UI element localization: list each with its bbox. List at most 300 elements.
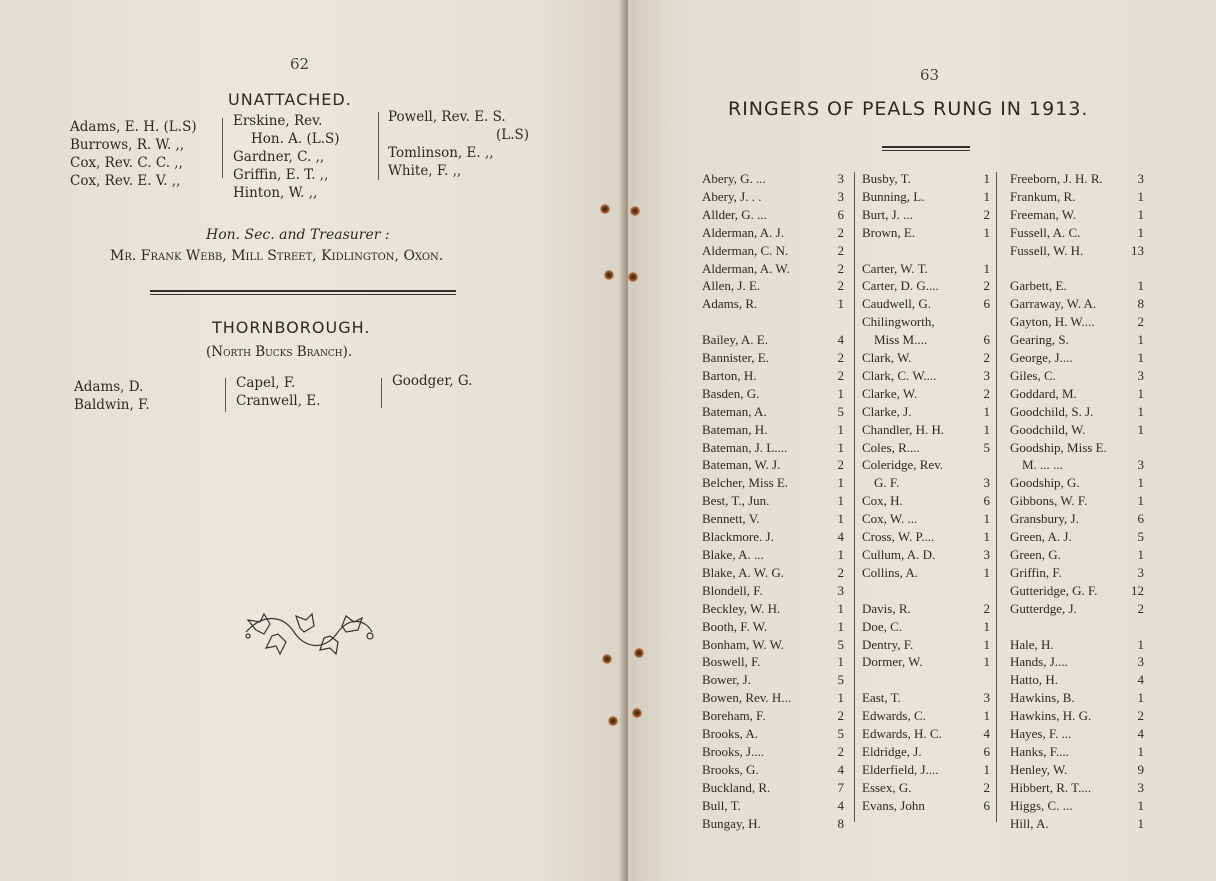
ringer-name: East, T. [862,690,901,706]
ringer-name: Dormer, W. [862,654,923,670]
peal-count: 1 [983,171,990,186]
ringer-name: Cullum, A. D. [862,547,936,563]
ringer-entry [862,636,990,654]
column-divider [378,112,379,180]
ringer-name: Hawkins, B. [1010,690,1075,706]
ringer-entry [702,242,844,260]
ringer-entry [702,743,844,761]
ringer-entry [702,618,844,636]
ringer-entry [862,761,990,779]
peal-count: 7 [837,779,844,795]
ringer-entry [1010,206,1144,224]
ringer-name: Coleridge, Rev. [862,457,944,473]
ringer-entry [1010,385,1144,403]
peal-count: 1 [837,475,844,491]
ringer-entry [862,260,990,278]
ringer-entry [1010,492,1144,510]
member-name: Burrows, R. W. ,, [70,137,185,153]
peal-count: 2 [837,708,844,724]
peal-count: 6 [983,743,990,759]
ringer-name: Hawkins, H. G. [1010,708,1092,724]
peal-count: 1 [837,439,844,455]
ringer-name: Hill, A. [1010,815,1049,831]
ringer-entry [862,474,990,492]
ringer-name: Basden, G. [702,385,760,401]
ringer-name: Bennett, V. [702,511,760,527]
ringer-entry [862,707,990,725]
ringer-name: Bateman, W. J. [702,457,781,473]
ringer-entry [702,725,844,743]
peal-count: 1 [837,296,844,312]
ringer-entry [702,295,844,313]
secretary-name: Mr. Frank Webb, Mill Street, Kidlington, Oxon. [110,248,444,264]
peal-count: 5 [837,636,844,652]
ringer-name: Carter, W. T. [862,260,928,276]
peal-count: 1 [1137,815,1144,831]
ringer-name: Adams, R. [702,296,758,312]
peal-count: 1 [1137,421,1144,437]
peal-count: 6 [1137,511,1144,527]
ringer-name: Bonham, W. W. [702,636,784,652]
peal-count: 3 [837,188,844,204]
ringer-name: Barton, H. [702,367,757,383]
peal-count: 1 [983,654,990,670]
column-divider [225,378,226,412]
peal-count: 3 [1137,457,1144,473]
ringer-entry [862,277,990,295]
unattached-col2 [233,112,340,202]
ringer-name: Elderfield, J.... [862,761,939,777]
section-gap [862,242,990,260]
ringer-name: Edwards, C. [862,708,926,724]
member-name: Hon. A. (L.S) [251,131,340,147]
ringer-entry [1010,188,1144,206]
ringer-name: Clark, C. W.... [862,367,937,383]
ringer-entry [862,564,990,582]
peal-count [986,313,990,331]
ringer-name: Edwards, H. C. [862,726,942,742]
column-divider [381,378,382,408]
ringer-name: G. F. [874,475,900,491]
peal-count: 1 [837,618,844,634]
peal-count: 2 [837,564,844,580]
ringer-entry [1010,331,1144,349]
section-gap [1010,618,1144,636]
ringer-entry [862,725,990,743]
ringer-name: Gransbury, J. [1010,511,1079,527]
page-title: RINGERS OF PEALS RUNG IN 1913. [728,98,1089,120]
double-rule [150,290,456,295]
ringer-name: Bull, T. [702,797,741,813]
peal-count: 9 [1137,761,1144,777]
ringer-name: Chandler, H. H. [862,421,945,437]
ringer-entry [702,779,844,797]
ringer-entry [862,421,990,439]
peal-count: 4 [983,726,990,742]
ringer-entry [702,206,844,224]
member-name: (L.S) [496,127,530,143]
peal-count: 1 [1137,475,1144,491]
peal-count: 1 [983,224,990,240]
member-name: Hinton, W. ,, [233,185,318,201]
ringer-entry [1010,456,1144,474]
peal-count: 1 [983,511,990,527]
ringer-entry [702,367,844,385]
unattached-heading: UNATTACHED. [228,90,352,109]
ringer-name: Best, T., Jun. [702,493,770,509]
ringer-name: Alderman, C. N. [702,242,789,258]
ringer-entry [702,815,844,833]
ringer-name: George, J.... [1010,350,1073,366]
peal-count: 1 [837,385,844,401]
peal-count: 3 [1137,367,1144,383]
ringer-name: Hanks, F.... [1010,743,1069,759]
ringer-entry [862,456,990,474]
ringer-entry [702,331,844,349]
ringer-entry [702,421,844,439]
peal-count: 5 [837,403,844,419]
ringer-entry [702,224,844,242]
member-name: Goodger, G. [392,373,473,389]
peal-count: 5 [837,726,844,742]
ringer-entry [862,224,990,242]
ringer-entry [862,653,990,671]
secretary-label: Hon. Sec. and Treasurer : [206,227,390,243]
staple-hole [600,204,610,214]
ringer-name: Abery, J. . . [702,188,762,204]
ringer-entry [1010,510,1144,528]
ringer-entry [862,170,990,188]
page-number: 62 [290,55,310,73]
member-name: Erskine, Rev. [233,113,323,129]
ringer-entry [862,797,990,815]
ringer-entry [1010,546,1144,564]
ringer-name: Boswell, F. [702,654,761,670]
ringer-name: Green, G. [1010,547,1061,563]
ringer-entry [702,492,844,510]
peal-count: 1 [837,654,844,670]
ringer-name: Griffin, F. [1010,564,1062,580]
member-name: Adams, D. [74,379,144,395]
floral-ornament [242,610,378,656]
ringer-entry [1010,707,1144,725]
peal-count: 8 [1137,296,1144,312]
ringer-name: Green, A. J. [1010,529,1072,545]
peal-count: 2 [837,457,844,473]
ringer-entry [1010,528,1144,546]
peal-count: 1 [1137,332,1144,348]
ringer-name: Goodship, Miss E. [1010,439,1107,455]
ringer-entry [702,671,844,689]
ringer-name: Bunning, L. [862,188,925,204]
ringer-name: Bowen, Rev. H... [702,690,792,706]
peal-count: 1 [837,600,844,616]
ringer-name: Buckland, R. [702,779,771,795]
ringer-entry [702,277,844,295]
ringer-entry [1010,761,1144,779]
peal-count: 5 [1137,529,1144,545]
column-divider [222,118,223,178]
ringer-entry [1010,815,1144,833]
peal-count: 2 [983,278,990,294]
peal-count: 2 [983,600,990,616]
ringer-name: Bateman, J. L.... [702,439,788,455]
peal-count: 1 [983,618,990,634]
peal-count: 1 [1137,690,1144,706]
ringer-name: Belcher, Miss E. [702,475,789,491]
ringer-name: Booth, F. W. [702,618,768,634]
ringer-name: Goddard, M. [1010,385,1077,401]
ringer-name: Gayton, H. W.... [1010,314,1095,330]
ringer-entry [702,188,844,206]
right-page [628,0,1216,881]
unattached-col3 [388,108,529,180]
ringer-entry [862,367,990,385]
ringer-name: Blondell, F. [702,582,763,598]
ringer-name: Abery, G. ... [702,171,766,186]
peal-count: 1 [837,421,844,437]
ringer-name: Gutterdge, J. [1010,600,1077,616]
thornborough-heading: THORNBOROUGH. [212,318,371,337]
peal-count: 6 [983,797,990,813]
ringer-entry [1010,671,1144,689]
member-name: Gardner, C. ,, [233,149,325,165]
ringer-entry [702,510,844,528]
staple-hole [632,708,642,718]
peal-count: 1 [983,403,990,419]
ringer-entry [1010,600,1144,618]
member-name: Cranwell, E. [236,393,321,409]
page-number: 63 [920,66,940,84]
peal-count: 1 [1137,493,1144,509]
ringer-name: Higgs, C. ... [1010,797,1073,813]
ringer-name: Burt, J. ... [862,206,913,222]
ringer-name: Evans, John [862,797,925,813]
ringer-name: Blake, A. W. G. [702,564,784,580]
ringer-entry [1010,797,1144,815]
ringer-name: Collins, A. [862,564,918,580]
ringer-entry [1010,421,1144,439]
peal-count: 4 [837,797,844,813]
peal-count: 1 [983,421,990,437]
ringer-entry [1010,313,1144,331]
ringer-name: Bateman, H. [702,421,768,437]
ringer-entry [862,528,990,546]
peal-count: 2 [1137,708,1144,724]
peal-count: 2 [837,224,844,240]
peal-count: 3 [983,475,990,491]
peal-count: 1 [837,511,844,527]
ringer-name: Alderman, A. W. [702,260,790,276]
ringer-name: Blake, A. ... [702,547,764,563]
ringer-entry [1010,725,1144,743]
peal-count: 2 [983,385,990,401]
peal-count: 1 [1137,278,1144,294]
thornborough-col3 [392,372,472,390]
ringer-name: Cross, W. P.... [862,529,935,545]
peal-count: 3 [1137,654,1144,670]
peal-count: 1 [983,260,990,276]
peal-count: 5 [983,439,990,455]
ringer-name: Hale, H. [1010,636,1054,652]
ringer-name: Hayes, F. ... [1010,726,1072,742]
member-name: Cox, Rev. E. V. ,, [70,173,181,189]
ringer-name: Brooks, G. [702,761,759,777]
ringer-name: Hands, J.... [1010,654,1068,670]
ringer-entry [702,170,844,188]
ringer-name: Garraway, W. A. [1010,296,1097,312]
ringer-name: Cox, W. ... [862,511,918,527]
peal-count: 1 [837,690,844,706]
ringer-entry [702,439,844,457]
peal-count: 2 [837,260,844,276]
peal-count: 1 [1137,403,1144,419]
peal-count: 2 [983,779,990,795]
ringer-name: Coles, R.... [862,439,920,455]
ringer-entry [862,439,990,457]
peal-count: 2 [1137,314,1144,330]
ringer-name: Fussell, W. H. [1010,242,1084,258]
ringer-name: Davis, R. [862,600,911,616]
ringer-name: Gearing, S. [1010,332,1069,348]
ringers-column-3 [1010,170,1144,833]
peal-count: 6 [983,296,990,312]
ringer-name: Clarke, W. [862,385,918,401]
ringer-name: Dentry, F. [862,636,914,652]
ringer-name: Garbett, E. [1010,278,1067,294]
peal-count: 1 [1137,206,1144,222]
ringer-name: Doe, C. [862,618,903,634]
peal-count: 3 [983,547,990,563]
peal-count: 2 [837,743,844,759]
ringer-entry [862,403,990,421]
ringer-entry [862,295,990,313]
peal-count: 2 [837,278,844,294]
ringer-entry [1010,224,1144,242]
ringer-entry [702,564,844,582]
ringer-entry [702,349,844,367]
ringer-entry [1010,170,1144,188]
ringer-entry [1010,779,1144,797]
ringer-entry [1010,474,1144,492]
ringer-entry [702,260,844,278]
peal-count: 1 [1137,188,1144,204]
ringer-name: Brooks, A. [702,726,758,742]
ringer-entry [702,546,844,564]
peal-count: 3 [837,582,844,598]
peal-count: 4 [1137,672,1144,688]
ringer-name: Goodship, G. [1010,475,1080,491]
ringer-name: Clarke, J. [862,403,912,419]
section-gap [1010,260,1144,278]
ringer-entry [1010,582,1144,600]
peal-count: 1 [983,636,990,652]
member-name: Cox, Rev. C. C. ,, [70,155,183,171]
ringer-name: Goodchild, W. [1010,421,1086,437]
peal-count: 1 [1137,797,1144,813]
member-name: Adams, E. H. (L.S) [70,119,197,135]
peal-count: 6 [983,332,990,348]
peal-count: 1 [983,564,990,580]
ringers-column-2 [862,170,990,815]
peal-count: 2 [983,350,990,366]
ringer-name: Bailey, A. E. [702,332,768,348]
member-name: Baldwin, F. [74,397,150,413]
peal-count: 1 [1137,385,1144,401]
ringer-name: Bannister, E. [702,350,769,366]
thornborough-subtitle: (North Bucks Branch). [206,344,353,360]
ringer-name: Alderman, A. J. [702,224,784,240]
peal-count: 1 [983,761,990,777]
peal-count [1140,439,1144,457]
ringer-entry [702,456,844,474]
peal-count: 5 [837,672,844,688]
ringer-name: Beckley, W. H. [702,600,781,616]
peal-count: 3 [1137,779,1144,795]
ringer-name: Miss M.... [874,332,928,348]
ringer-entry [702,600,844,618]
ringer-entry [702,474,844,492]
ringer-entry [862,546,990,564]
ringer-name: Freeborn, J. H. R. [1010,171,1103,186]
ringer-entry [1010,242,1144,260]
ringer-entry [1010,349,1144,367]
member-name: White, F. ,, [388,163,462,179]
ringer-name: Caudwell, G. [862,296,931,312]
ringer-entry [702,797,844,815]
peal-count: 2 [983,206,990,222]
ringer-name: Eldridge, J. [862,743,922,759]
ringer-name: Blackmore. J. [702,529,774,545]
ringer-entry [1010,277,1144,295]
ringer-entry [862,492,990,510]
ringer-entry [862,743,990,761]
ringer-entry [862,188,990,206]
ringer-entry [862,385,990,403]
peal-count: 1 [1137,636,1144,652]
ringer-name: Carter, D. G.... [862,278,939,294]
column-divider [996,172,997,822]
peal-count: 3 [983,690,990,706]
peal-count: 12 [1131,582,1144,598]
staple-hole [604,270,614,280]
ringer-entry [702,689,844,707]
ringer-name: Chilingworth, [862,314,935,330]
peal-count: 4 [837,332,844,348]
peal-count: 2 [837,350,844,366]
staple-hole [608,716,618,726]
section-gap [702,313,844,331]
peal-count: 6 [983,493,990,509]
peal-count: 1 [1137,743,1144,759]
ringer-name: Brown, E. [862,224,916,240]
ringer-entry [862,313,990,331]
section-gap [862,582,990,600]
member-name: Tomlinson, E. ,, [388,145,494,161]
ringer-entry [1010,295,1144,313]
ringers-column-1 [702,170,844,833]
ringer-entry [702,403,844,421]
ringer-name: Hibbert, R. T.... [1010,779,1092,795]
ringer-name: Bower, J. [702,672,751,688]
peal-count: 4 [837,529,844,545]
ringer-entry [702,385,844,403]
staple-hole [628,272,638,282]
peal-count: 2 [1137,600,1144,616]
ringer-entry [862,349,990,367]
member-name: Griffin, E. T. ,, [233,167,329,183]
staple-hole [634,648,644,658]
